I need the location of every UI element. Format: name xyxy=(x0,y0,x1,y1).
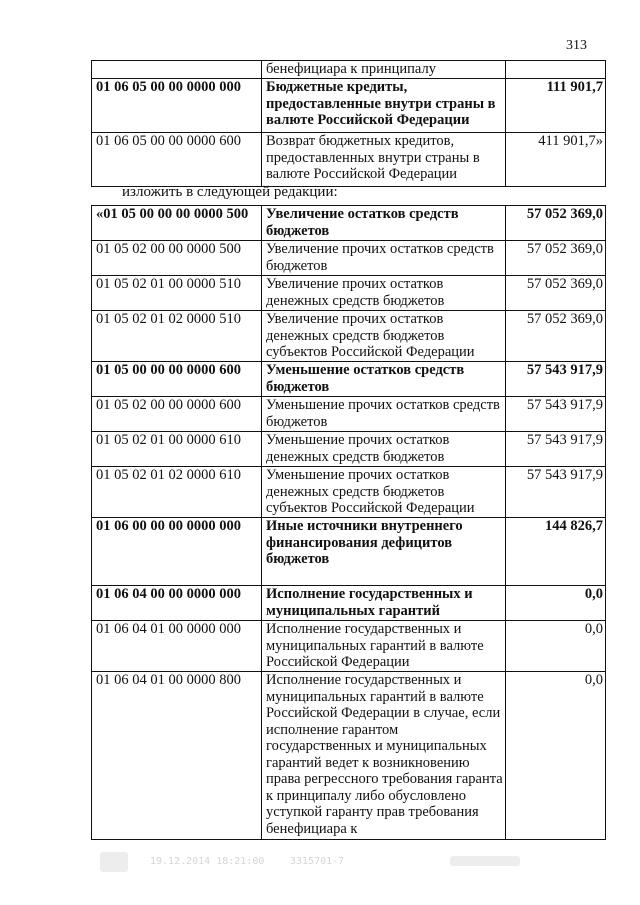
row-code-cell: 01 05 02 00 00 0000 600 xyxy=(92,397,262,432)
row-amount-cell: 111 901,7 xyxy=(506,79,606,133)
row-description-cell: Бюджетные кредиты, предоставленные внутри страны в валюте Российской Федерации xyxy=(262,79,506,133)
row-code-cell: 01 06 00 00 00 0000 000 xyxy=(92,518,262,586)
row-amount-cell: 57 543 917,9 xyxy=(506,432,606,467)
row-code-cell: 01 06 04 01 00 0000 000 xyxy=(92,621,262,672)
table-row xyxy=(92,518,606,586)
table-row xyxy=(92,362,606,397)
row-amount-cell xyxy=(506,61,606,79)
row-code-cell xyxy=(92,61,262,79)
table-row xyxy=(92,206,606,241)
row-amount-cell: 0,0 xyxy=(506,672,606,840)
table-row xyxy=(92,79,606,133)
table-row xyxy=(92,276,606,311)
row-description-cell: Возврат бюджетных кредитов, предоставленных внутри страны в валюте Российской Федерации xyxy=(262,133,506,187)
footer-signature-mark xyxy=(450,856,520,866)
table-body xyxy=(92,206,606,840)
row-description-cell: Уменьшение прочих остатков средств бюджетов xyxy=(262,397,506,432)
row-description-cell: Увеличение прочих остатков средств бюджетов xyxy=(262,241,506,276)
table-body xyxy=(92,61,606,187)
row-amount-cell: 57 052 369,0 xyxy=(506,311,606,362)
row-code-cell: 01 05 02 00 00 0000 500 xyxy=(92,241,262,276)
row-description-cell: Исполнение государственных и муниципальных гарантий в валюте Российской Федерации в случае, если исполнение гарантом государственных и муниципальных гарантий ведет к возникновению права регрессного требования гаранта к принципалу либо обусловлено уступкой гаранту прав требования бенефициара к xyxy=(262,672,506,840)
row-code-cell: 01 06 04 01 00 0000 800 xyxy=(92,672,262,840)
row-description-cell: Уменьшение прочих остатков денежных средств бюджетов xyxy=(262,432,506,467)
table-row xyxy=(92,311,606,362)
row-amount-cell: 57 052 369,0 xyxy=(506,241,606,276)
budget-table-new-edition xyxy=(91,205,606,840)
table-row xyxy=(92,621,606,672)
table-row xyxy=(92,432,606,467)
table-row xyxy=(92,133,606,187)
row-amount-cell: 0,0 xyxy=(506,621,606,672)
budget-table-continuation xyxy=(91,60,606,187)
row-description-cell: Уменьшение остатков средств бюджетов xyxy=(262,362,506,397)
row-code-cell: 01 06 05 00 00 0000 600 xyxy=(92,133,262,187)
footer-stamp-datetime: 19.12.2014 18:21:00 xyxy=(150,856,265,867)
row-description-cell: Исполнение государственных и муниципальных гарантий в валюте Российской Федерации xyxy=(262,621,506,672)
row-code-cell: 01 06 04 00 00 0000 000 xyxy=(92,586,262,621)
row-description-cell: Уменьшение прочих остатков денежных средств бюджетов субъектов Российской Федерации xyxy=(262,467,506,518)
row-code-cell: 01 06 05 00 00 0000 000 xyxy=(92,79,262,133)
row-description-cell: бенефициара к принципалу xyxy=(262,61,506,79)
row-amount-cell: 57 052 369,0 xyxy=(506,206,606,241)
row-amount-cell: 57 543 917,9 xyxy=(506,397,606,432)
row-description-cell: Увеличение остатков средств бюджетов xyxy=(262,206,506,241)
row-code-cell: 01 05 02 01 00 0000 610 xyxy=(92,432,262,467)
row-amount-cell: 144 826,7 xyxy=(506,518,606,586)
row-code-cell: 01 05 02 01 00 0000 510 xyxy=(92,276,262,311)
row-description-cell: Иные источники внутреннего финансирования дефицитов бюджетов xyxy=(262,518,506,586)
table-row xyxy=(92,61,606,79)
footer-stamp-number: 3315701-7 xyxy=(290,856,345,867)
row-description-cell: Увеличение прочих остатков денежных средств бюджетов xyxy=(262,276,506,311)
row-amount-cell: 57 052 369,0 xyxy=(506,276,606,311)
row-description-cell: Увеличение прочих остатков денежных средств бюджетов субъектов Российской Федерации xyxy=(262,311,506,362)
table-row xyxy=(92,672,606,840)
page-number: 313 xyxy=(566,38,587,53)
instruction-text: изложить в следующей редакции: xyxy=(122,184,338,200)
row-description-cell: Исполнение государственных и муниципальных гарантий xyxy=(262,586,506,621)
table-row xyxy=(92,397,606,432)
row-amount-cell: 57 543 917,9 xyxy=(506,467,606,518)
row-amount-cell: 57 543 917,9 xyxy=(506,362,606,397)
row-code-cell: 01 05 00 00 00 0000 600 xyxy=(92,362,262,397)
table-row xyxy=(92,586,606,621)
row-amount-cell: 411 901,7» xyxy=(506,133,606,187)
row-amount-cell: 0,0 xyxy=(506,586,606,621)
row-code-cell: «01 05 00 00 00 0000 500 xyxy=(92,206,262,241)
row-code-cell: 01 05 02 01 02 0000 610 xyxy=(92,467,262,518)
footer-seal-mark xyxy=(100,852,128,872)
table-row xyxy=(92,467,606,518)
table-row xyxy=(92,241,606,276)
document-footer-stamp xyxy=(100,850,580,874)
row-code-cell: 01 05 02 01 02 0000 510 xyxy=(92,311,262,362)
